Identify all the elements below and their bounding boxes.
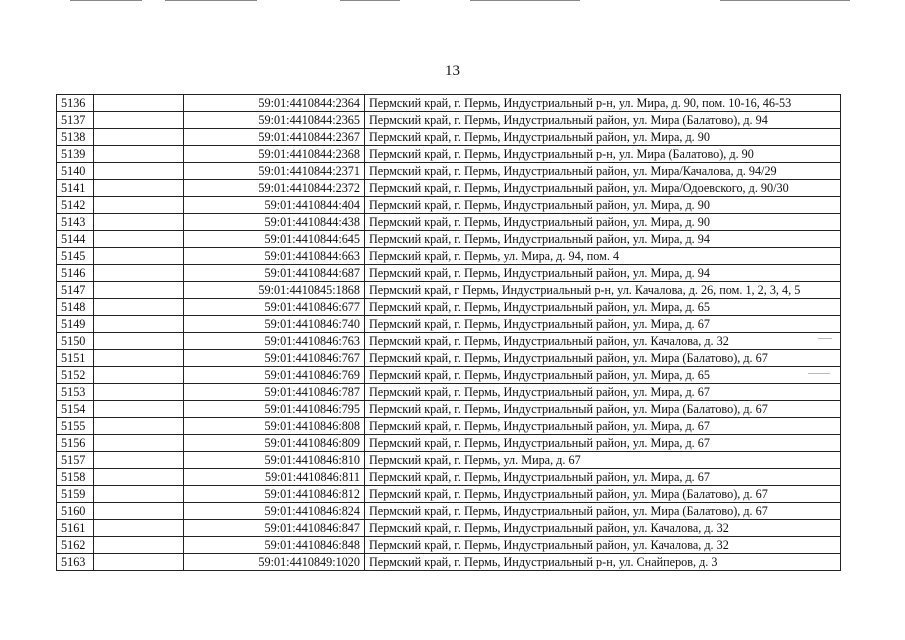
- row-empty-cell: [94, 248, 184, 265]
- table-row: [57, 316, 841, 333]
- row-empty-cell: [94, 384, 184, 401]
- register-table: [56, 94, 841, 571]
- cadastral-number: 59:01:4410846:812: [184, 486, 365, 503]
- cadastral-number: 59:01:4410846:677: [184, 299, 365, 316]
- row-number: 5161: [57, 520, 94, 537]
- table-row: [57, 554, 841, 571]
- row-empty-cell: [94, 367, 184, 384]
- address: Пермский край, г. Пермь, Индустриальный район, ул. Мира, д. 65: [365, 299, 841, 316]
- row-number: 5160: [57, 503, 94, 520]
- cadastral-number: 59:01:4410844:2367: [184, 129, 365, 146]
- row-empty-cell: [94, 180, 184, 197]
- cadastral-number: 59:01:4410844:663: [184, 248, 365, 265]
- page-number: 13: [445, 63, 460, 79]
- table-row: [57, 282, 841, 299]
- address: Пермский край, г. Пермь, ул. Мира, д. 67: [365, 452, 841, 469]
- row-empty-cell: [94, 146, 184, 163]
- table-row: [57, 435, 841, 452]
- cadastral-number: 59:01:4410846:769: [184, 367, 365, 384]
- row-empty-cell: [94, 197, 184, 214]
- address: Пермский край, г. Пермь, Индустриальный район, ул. Мира, д. 94: [365, 265, 841, 282]
- row-empty-cell: [94, 95, 184, 112]
- row-empty-cell: [94, 316, 184, 333]
- row-number: 5137: [57, 112, 94, 129]
- row-empty-cell: [94, 452, 184, 469]
- row-number: 5156: [57, 435, 94, 452]
- row-empty-cell: [94, 418, 184, 435]
- row-empty-cell: [94, 333, 184, 350]
- row-empty-cell: [94, 129, 184, 146]
- cadastral-number: 59:01:4410849:1020: [184, 554, 365, 571]
- row-number: 5162: [57, 537, 94, 554]
- cadastral-number: 59:01:4410846:810: [184, 452, 365, 469]
- cadastral-number: 59:01:4410846:767: [184, 350, 365, 367]
- table-row: [57, 112, 841, 129]
- table-row: [57, 333, 841, 350]
- cadastral-number: 59:01:4410844:438: [184, 214, 365, 231]
- row-empty-cell: [94, 214, 184, 231]
- table-row: [57, 452, 841, 469]
- row-empty-cell: [94, 469, 184, 486]
- row-number: 5159: [57, 486, 94, 503]
- table-row: [57, 367, 841, 384]
- address: Пермский край, г Пермь, Индустриальный р-н, ул. Качалова, д. 26, пом. 1, 2, 3, 4, 5: [365, 282, 841, 299]
- table-row: [57, 180, 841, 197]
- row-number: 5163: [57, 554, 94, 571]
- table-row: [57, 129, 841, 146]
- cadastral-number: 59:01:4410845:1868: [184, 282, 365, 299]
- row-empty-cell: [94, 554, 184, 571]
- scan-mark: [808, 373, 830, 374]
- row-empty-cell: [94, 503, 184, 520]
- address: Пермский край, г. Пермь, Индустриальный район, ул. Мира (Балатово), д. 67: [365, 350, 841, 367]
- table-row: [57, 418, 841, 435]
- cadastral-number: 59:01:4410844:2364: [184, 95, 365, 112]
- address: Пермский край, г. Пермь, Индустриальный район, ул. Мира (Балатово), д. 67: [365, 486, 841, 503]
- cadastral-number: 59:01:4410846:787: [184, 384, 365, 401]
- cadastral-number: 59:01:4410846:763: [184, 333, 365, 350]
- scan-mark: [818, 338, 832, 339]
- table-row: [57, 214, 841, 231]
- table-row: [57, 537, 841, 554]
- row-number: 5136: [57, 95, 94, 112]
- table-row: [57, 401, 841, 418]
- cadastral-number: 59:01:4410844:2368: [184, 146, 365, 163]
- row-empty-cell: [94, 401, 184, 418]
- cadastral-number: 59:01:4410846:808: [184, 418, 365, 435]
- address: Пермский край, г. Пермь, Индустриальный р-н, ул. Снайперов, д. 3: [365, 554, 841, 571]
- row-empty-cell: [94, 265, 184, 282]
- row-number: 5141: [57, 180, 94, 197]
- table-row: [57, 520, 841, 537]
- table-row: [57, 350, 841, 367]
- cadastral-number: 59:01:4410844:2372: [184, 180, 365, 197]
- address: Пермский край, г. Пермь, Индустриальный район, ул. Мира (Балатово), д. 67: [365, 401, 841, 418]
- row-number: 5138: [57, 129, 94, 146]
- address: Пермский край, г. Пермь, ул. Мира, д. 94, пом. 4: [365, 248, 841, 265]
- table-row: [57, 503, 841, 520]
- row-empty-cell: [94, 282, 184, 299]
- scan-edge-line: [720, 0, 850, 1]
- row-number: 5145: [57, 248, 94, 265]
- address: Пермский край, г. Пермь, Индустриальный район, ул. Мира/Качалова, д. 94/29: [365, 163, 841, 180]
- cadastral-number: 59:01:4410846:740: [184, 316, 365, 333]
- address: Пермский край, г. Пермь, Индустриальный район, ул. Качалова, д. 32: [365, 520, 841, 537]
- table-row: [57, 486, 841, 503]
- table-row: [57, 197, 841, 214]
- scan-edge-line: [70, 0, 142, 1]
- row-empty-cell: [94, 299, 184, 316]
- cadastral-number: 59:01:4410846:848: [184, 537, 365, 554]
- cadastral-number: 59:01:4410846:809: [184, 435, 365, 452]
- address: Пермский край, г. Пермь, Индустриальный район, ул. Мира, д. 90: [365, 214, 841, 231]
- cadastral-number: 59:01:4410844:2365: [184, 112, 365, 129]
- row-number: 5151: [57, 350, 94, 367]
- row-empty-cell: [94, 163, 184, 180]
- address: Пермский край, г. Пермь, Индустриальный район, ул. Мира, д. 67: [365, 418, 841, 435]
- row-empty-cell: [94, 350, 184, 367]
- row-number: 5142: [57, 197, 94, 214]
- row-number: 5153: [57, 384, 94, 401]
- address: Пермский край, г. Пермь, Индустриальный р-н, ул. Мира, д. 90, пом. 10-16, 46-53: [365, 95, 841, 112]
- row-number: 5150: [57, 333, 94, 350]
- cadastral-number: 59:01:4410846:811: [184, 469, 365, 486]
- address: Пермский край, г. Пермь, Индустриальный район, ул. Мира, д. 90: [365, 129, 841, 146]
- cadastral-number: 59:01:4410844:2371: [184, 163, 365, 180]
- table-row: [57, 469, 841, 486]
- table-row: [57, 146, 841, 163]
- row-number: 5140: [57, 163, 94, 180]
- address: Пермский край, г. Пермь, Индустриальный район, ул. Мира, д. 90: [365, 197, 841, 214]
- register-table-body: [57, 95, 841, 571]
- cadastral-number: 59:01:4410846:824: [184, 503, 365, 520]
- address: Пермский край, г. Пермь, Индустриальный район, ул. Мира, д. 67: [365, 469, 841, 486]
- address: Пермский край, г. Пермь, Индустриальный район, ул. Мира (Балатово), д. 67: [365, 503, 841, 520]
- table-row: [57, 299, 841, 316]
- cadastral-number: 59:01:4410844:687: [184, 265, 365, 282]
- row-number: 5144: [57, 231, 94, 248]
- cadastral-number: 59:01:4410846:795: [184, 401, 365, 418]
- row-number: 5154: [57, 401, 94, 418]
- address: Пермский край, г. Пермь, Индустриальный район, ул. Мира, д. 94: [365, 231, 841, 248]
- table-row: [57, 384, 841, 401]
- row-empty-cell: [94, 520, 184, 537]
- address: Пермский край, г. Пермь, Индустриальный район, ул. Качалова, д. 32: [365, 333, 841, 350]
- row-empty-cell: [94, 537, 184, 554]
- address: Пермский край, г. Пермь, Индустриальный район, ул. Мира, д. 67: [365, 316, 841, 333]
- row-number: 5139: [57, 146, 94, 163]
- scan-edge-line: [165, 0, 257, 1]
- cadastral-number: 59:01:4410846:847: [184, 520, 365, 537]
- cadastral-number: 59:01:4410844:645: [184, 231, 365, 248]
- scan-edge-line: [340, 0, 400, 1]
- table-row: [57, 248, 841, 265]
- address: Пермский край, г. Пермь, Индустриальный район, ул. Качалова, д. 32: [365, 537, 841, 554]
- scan-edge-line: [470, 0, 580, 1]
- address: Пермский край, г. Пермь, Индустриальный район, ул. Мира, д. 67: [365, 435, 841, 452]
- address: Пермский край, г. Пермь, Индустриальный район, ул. Мира, д. 67: [365, 384, 841, 401]
- row-empty-cell: [94, 435, 184, 452]
- row-number: 5155: [57, 418, 94, 435]
- row-number: 5148: [57, 299, 94, 316]
- address: Пермский край, г. Пермь, Индустриальный р-н, ул. Мира (Балатово), д. 90: [365, 146, 841, 163]
- cadastral-number: 59:01:4410844:404: [184, 197, 365, 214]
- address: Пермский край, г. Пермь, Индустриальный район, ул. Мира (Балатово), д. 94: [365, 112, 841, 129]
- address: Пермский край, г. Пермь, Индустриальный район, ул. Мира, д. 65: [365, 367, 841, 384]
- row-number: 5152: [57, 367, 94, 384]
- table-row: [57, 163, 841, 180]
- row-empty-cell: [94, 231, 184, 248]
- table-row: [57, 231, 841, 248]
- table-row: [57, 95, 841, 112]
- row-number: 5157: [57, 452, 94, 469]
- address: Пермский край, г. Пермь, Индустриальный район, ул. Мира/Одоевского, д. 90/30: [365, 180, 841, 197]
- row-empty-cell: [94, 112, 184, 129]
- row-empty-cell: [94, 486, 184, 503]
- row-number: 5143: [57, 214, 94, 231]
- row-number: 5149: [57, 316, 94, 333]
- row-number: 5146: [57, 265, 94, 282]
- table-row: [57, 265, 841, 282]
- row-number: 5147: [57, 282, 94, 299]
- row-number: 5158: [57, 469, 94, 486]
